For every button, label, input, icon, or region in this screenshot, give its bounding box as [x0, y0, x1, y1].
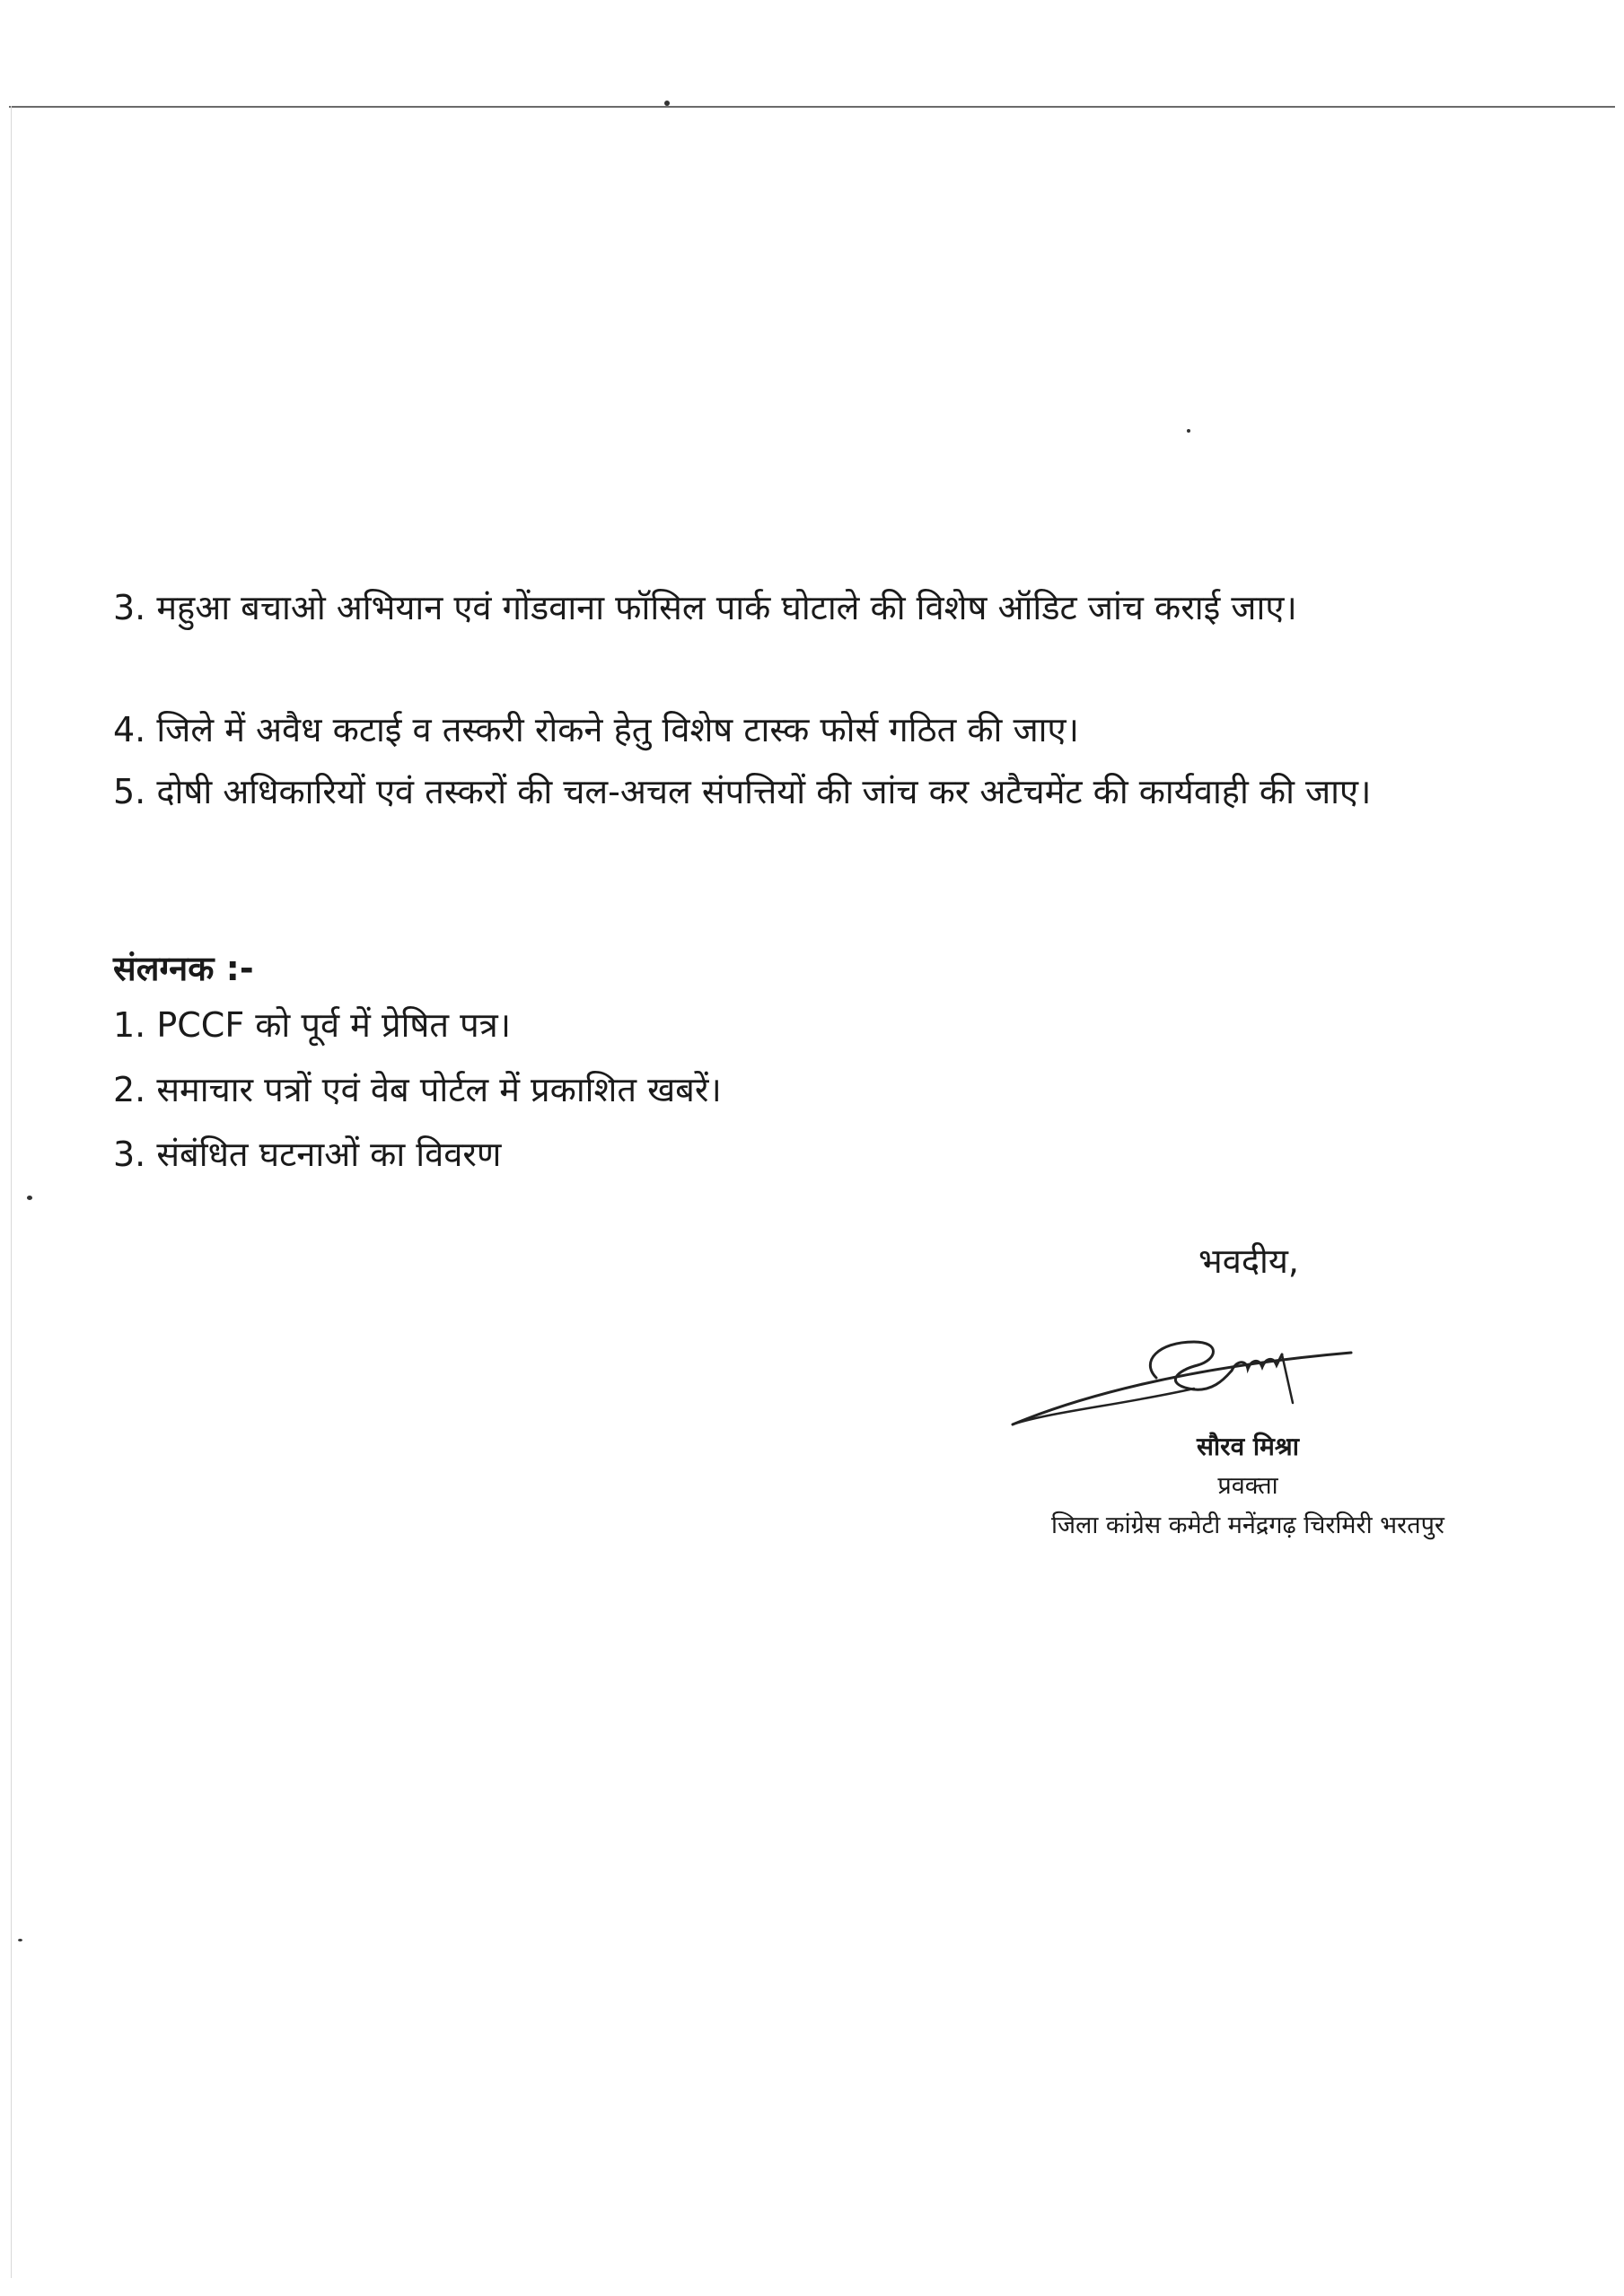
page-left-edge — [11, 106, 12, 2278]
scan-speck — [27, 1196, 32, 1200]
attachment-item-3: 3. संबंधित घटनाओं का विवरण — [113, 1135, 502, 1174]
scan-speck — [664, 101, 670, 106]
signature-block — [1014, 1427, 1481, 1546]
scan-speck — [18, 1939, 22, 1941]
signatory-designation: प्रवक्ता — [1217, 1472, 1278, 1500]
demand-item-3: 3. महुआ बचाओ अभियान एवं गोंडवाना फॉसिल पार्क घोटाले की विशेष ऑडिट जांच कराई जाए। — [113, 588, 1297, 627]
page-top-edge — [9, 106, 1615, 108]
signatory-organization: जिला कांग्रेस कमेटी मनेंद्रगढ़ चिरमिरी भरतपुर — [1051, 1512, 1444, 1539]
demand-item-5: 5. दोषी अधिकारियों एवं तस्करों की चल-अचल संपत्तियों की जांच कर अटैचमेंट की कार्यवाही की जाए। — [113, 772, 1372, 811]
demand-item-4: 4. जिले में अवैध कटाई व तस्करी रोकने हेतु विशेष टास्क फोर्स गठित की जाए। — [113, 710, 1079, 749]
attachments-heading: संलग्नक :- — [113, 949, 254, 988]
attachment-item-1: 1. PCCF को पूर्व में प्रेषित पत्र। — [113, 1005, 512, 1045]
handwritten-signature — [996, 1315, 1374, 1441]
scan-speck — [1187, 429, 1190, 433]
attachment-item-2: 2. समाचार पत्रों एवं वेब पोर्टल में प्रकाशित खबरें। — [113, 1070, 722, 1109]
closing-salutation: भवदीय, — [1198, 1241, 1299, 1281]
signatory-name: सौरव मिश्रा — [1196, 1432, 1300, 1461]
